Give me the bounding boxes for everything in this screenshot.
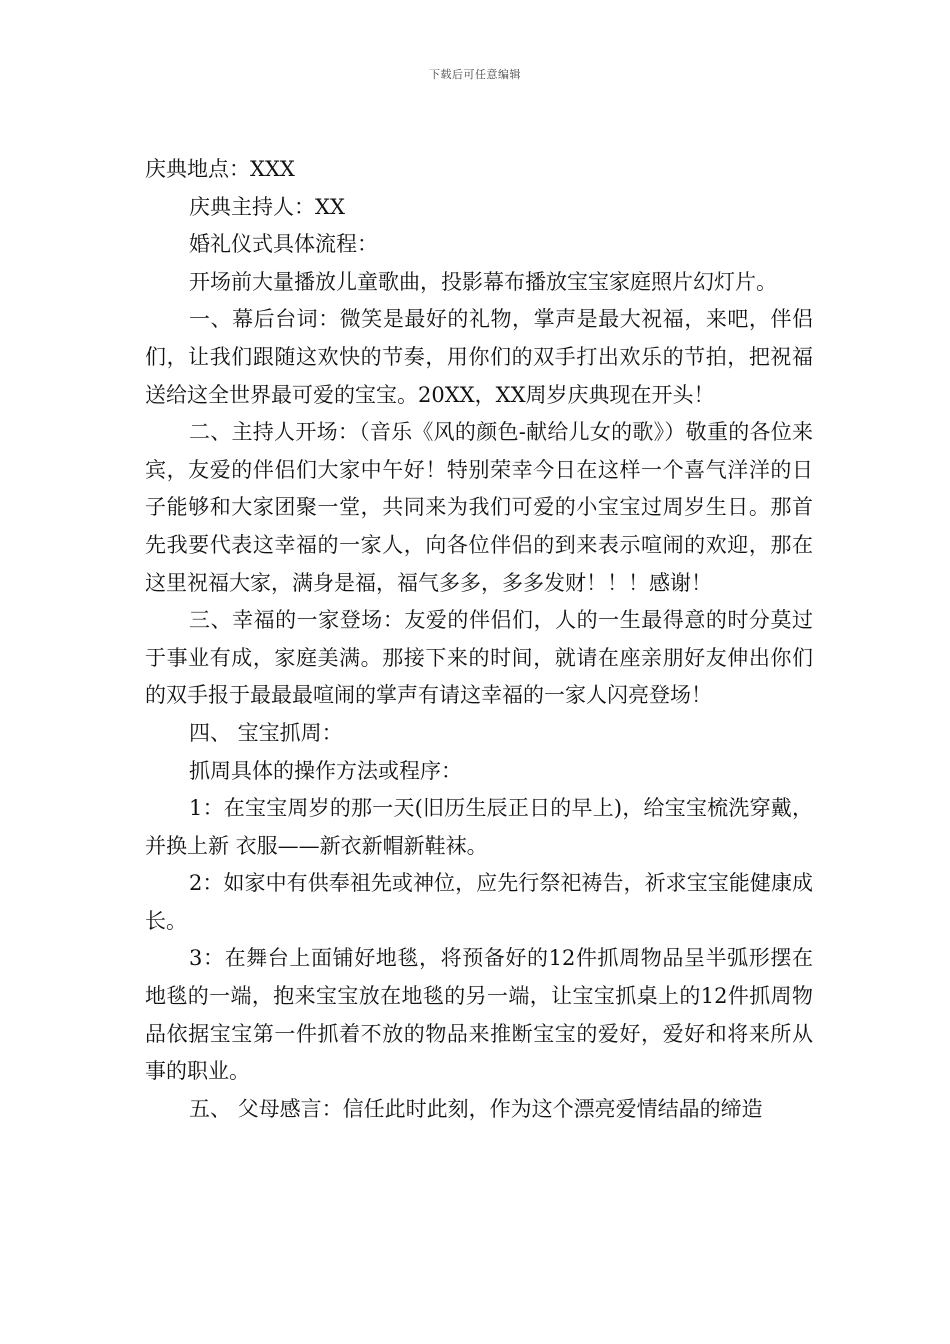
- paragraph-zhuazhou-method: 抓周具体的操作方法或程序：: [189, 758, 462, 783]
- paragraph-step-1: 1：在宝宝周岁的那一天(旧历生辰正日的早上)，给宝宝梳洗穿戴，并换上新 衣服——新衣新帽新鞋袜。: [145, 796, 813, 858]
- paragraph-step-2: 2：如家中有供奉祖先或神位，应先行祭祀祷告，祈求宝宝能健康成长。: [145, 871, 813, 933]
- paragraph-section-3: 三、幸福的一家登场：友爱的伴侣们，人的一生最得意的时分莫过于事业有成，家庭美满。那接下来的时间，就请在座亲朋好友伸出你们的双手报于最最最喧闹的掌声有请这幸福的一家人闪亮登场！: [145, 608, 813, 708]
- paragraph-step-3: 3：在舞台上面铺好地毯，将预备好的12件抓周物品呈半弧形摆在地毯的一端，抱来宝宝放在地毯的另一端，让宝宝抓桌上的12件抓周物品依据宝宝第一件抓着不放的物品来推断宝宝的爱好，爱好和将来所从事的职业。: [145, 946, 813, 1084]
- paragraph-section-2: 二、主持人开场：（音乐《风的颜色-献给儿女的歌》）敬重的各位来宾，友爱的伴侣们大家中午好！特别荣幸今日在这样一个喜气洋洋的日子能够和大家团聚一堂，共同来为我们可爱的小宝宝过周岁生日。那首先我要代表这幸福的一家人，向各位伴侣的到来表示喧闹的欢迎，那在这里祝福大家，满身是福，福气多多，多多发财！！！感谢！: [145, 420, 813, 595]
- paragraph-ceremony-flow-heading: 婚礼仪式具体流程：: [189, 232, 378, 257]
- paragraph-section-5: 五、 父母感言：信任此时此刻，作为这个漂亮爱情结晶的缔造: [189, 1096, 763, 1121]
- page-header-note: 下载后可任意编辑: [429, 68, 521, 81]
- paragraph-venue: 庆典地点：XXX: [145, 157, 295, 181]
- paragraph-opening-music: 开场前大量播放儿童歌曲，投影幕布播放宝宝家庭照片幻灯片。: [189, 269, 777, 294]
- paragraph-section-4-heading: 四、 宝宝抓周：: [189, 720, 343, 745]
- paragraph-host: 庆典主持人：XX: [189, 194, 345, 219]
- paragraph-section-1: 一、幕后台词：微笑是最好的礼物，掌声是最大祝福，来吧，伴侣们，让我们跟随这欢快的节奏，用你们的双手打出欢乐的节拍，把祝福送给这全世界最可爱的宝宝。20XX，XX周岁庆典现在开头！: [145, 307, 813, 407]
- document-body: [145, 151, 813, 1128]
